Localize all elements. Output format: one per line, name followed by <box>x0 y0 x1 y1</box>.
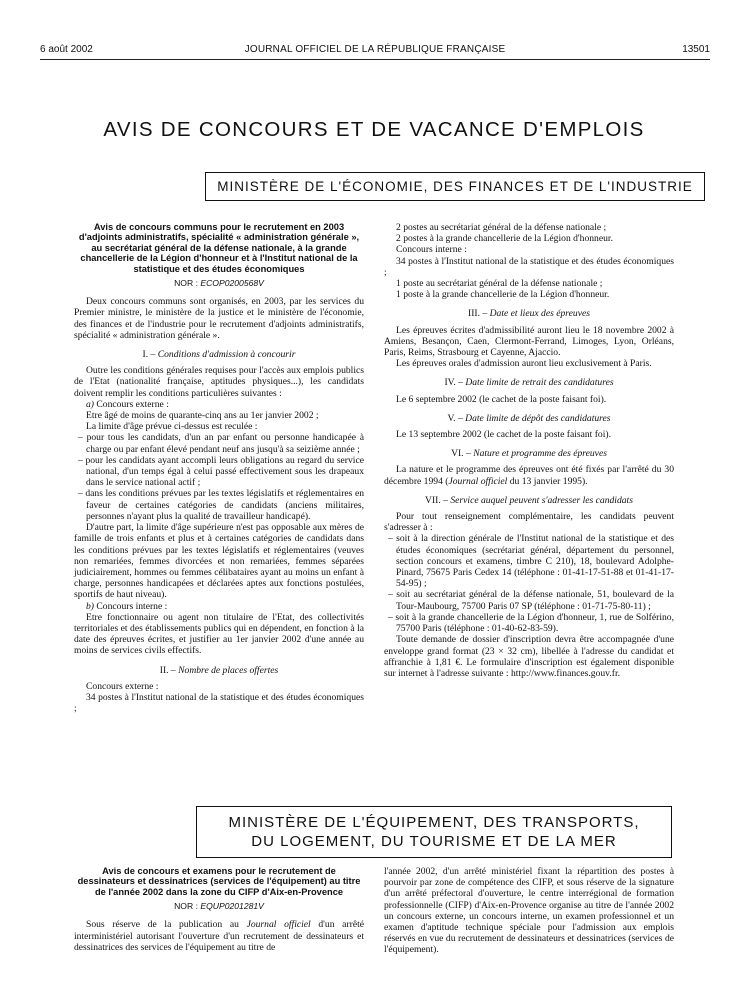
section-6-heading <box>384 448 674 459</box>
journal-reference: Journal officiel <box>448 475 508 487</box>
section-number: III. – <box>468 308 488 320</box>
ministry-economy-title: MINISTÈRE DE L'ÉCONOMIE, DES FINANCES ET DE L'INDUSTRIE <box>217 179 693 194</box>
paragraph: l'année 2002, d'un arrêté ministériel fixant la répartition des postes à pourvoir par zone de compétence des CIFP, et sous réserve de la signature d'un arrêté préfectoral d'ouverture, le centre interrégional de formation professionnelle (CIFP) d'Aix-en-Provence organise au titre de l'année 2002 un concours externe, un concours interne, un examen professionnel et un examen d'aptitude technique spéciale pour l'admission aux emplois réservés en vue du recrutement de dessinateurs et dessinatrices (services de l'équipement). <box>384 866 674 956</box>
notice2-title: Avis de concours et examens pour le recrutement de dessinateurs et dessinatrices (services de l'équipement) au titre de l'année 2002 dans la zone du CIFP d'Aix-en-Provence <box>77 866 361 897</box>
subsection-b-heading <box>74 601 364 612</box>
paragraph: Le 6 septembre 2002 (le cachet de la poste faisant foi). <box>396 393 607 405</box>
journal-reference: Journal officiel <box>246 919 311 931</box>
section-title: Date et lieux des épreuves <box>489 308 590 320</box>
section-title: Conditions d'admission à concourir <box>157 349 296 361</box>
section-number: VII. – <box>425 494 448 506</box>
dash-item: – pour les candidats ayant accompli leurs obligations au regard du service national, d'un temps égal à celui passé effectivement sous les drapeaux dans le service national actif ; <box>78 454 364 489</box>
dash-item: – soit à la direction générale de l'Institut national de la statistique et des études économiques (secrétariat général, département du personnel, section concours et examens, timbre C 210), 18, boulevard Adolphe-Pinard, 75675 Paris Cedex 14 (téléphone : 01-41-17-51-88 et 01-41-17-54-95) ; <box>388 533 674 590</box>
paragraph: Concours interne : <box>396 244 467 256</box>
section-number: V. – <box>447 412 463 424</box>
section-2-heading <box>74 665 364 676</box>
paragraph <box>384 464 674 486</box>
dash-item: – dans les conditions prévues par les textes législatifs et réglementaires en faveur de certaines catégories de candidats (anciens militaires, personnes n'ayant plus la qualité de travailleur handicapé). <box>78 488 364 522</box>
notice2-column-left <box>74 866 364 953</box>
notice1-column-right <box>384 222 674 679</box>
notice1-column-left <box>74 222 364 714</box>
nor-label: NOR : <box>174 901 198 912</box>
page-number: 13501 <box>682 44 710 55</box>
section-title: Nature et programme des épreuves <box>473 448 607 460</box>
subsection-label: b) <box>86 600 94 612</box>
section-number: II. – <box>159 664 176 676</box>
header-rule <box>40 59 710 60</box>
section-1-heading <box>74 349 364 360</box>
paragraph: D'autre part, la limite d'âge supérieure n'est pas opposable aux mères de famille de trois enfants et plus et à certaines catégories de candidats dans les conditions prévues par les textes législatifs et réglementaires (veuves non remariées, femmes divorcées et non remariées, femmes séparées judiciairement, hommes ou femmes célibataires ayant au moins un enfant à charge, personnes handicapées et déclarées aptes aux fonctions postulées, sportifs de haut niveau). <box>74 522 364 601</box>
notice1-intro: Deux concours communs sont organisés, en 2003, par les services du Premier ministre, le ministère de la justice et le ministère de l'économie, des finances et de l'industrie pour le recrutement d'adjoints administratifs, spécialité « administration générale ». <box>74 296 364 341</box>
page-header <box>40 44 710 58</box>
main-title: AVIS DE CONCOURS ET DE VACANCE D'EMPLOIS <box>103 118 645 141</box>
text-run: du 13 janvier 1995). <box>507 475 588 487</box>
paragraph: 1 poste au secrétariat général de la défense nationale ; <box>396 278 603 290</box>
notice2-column-right <box>384 866 674 956</box>
paragraph: Les épreuves écrites d'admissibilité auront lieu le 18 novembre 2002 à Amiens, Besançon, Caen, Clermont-Ferrand, Limoges, Lyon, Orléans, Paris, Reims, Strasbourg et Cayenne, Ajaccio. <box>384 324 674 359</box>
ministry-equipment-line1: MINISTÈRE DE L'ÉQUIPEMENT, DES TRANSPORTS, <box>228 814 640 831</box>
notice1-nor <box>74 278 364 289</box>
notice1-title: Avis de concours communs pour le recrutement en 2003 d'adjoints administratifs, spécialité « administration générale », au secrétariat général de la défense nationale, à la grande chancellerie de la Légion d'honneur et à l'Institut national de la statistique et des études économiques <box>78 222 360 274</box>
section-title: Date limite de dépôt des candidatures <box>465 412 611 424</box>
text-run: Sous réserve de la publication au <box>86 919 247 931</box>
paragraph: La limite d'âge prévue ci-dessus est reculée : <box>86 421 258 433</box>
section-title: Nombre de places offertes <box>178 664 279 676</box>
notice2-nor <box>74 901 364 912</box>
issue-date: 6 août 2002 <box>40 44 93 55</box>
ministry-equipment-line2: DU LOGEMENT, DU TOURISME ET DE LA MER <box>251 833 617 850</box>
paragraph: 1 poste à la grande chancellerie de la Légion d'honneur. <box>396 289 610 301</box>
dash-item: – soit au secrétariat général de la défense nationale, 51, boulevard de la Tour-Maubourg, 75700 Paris 07 SP (téléphone : 01-71-75-80-11) ; <box>388 589 674 612</box>
paragraph: Pour tout renseignement complémentaire, les candidats peuvent s'adresser à : <box>384 511 674 534</box>
section-title: Date limite de retrait des candidatures <box>465 377 614 389</box>
dash-item: – soit à la grande chancellerie de la Légion d'honneur, 1, rue de Solférino, 75700 Paris (téléphone : 01-40-62-83-59). <box>388 611 674 635</box>
paragraph: Etre âgé de moins de quarante-cinq ans au 1er janvier 2002 ; <box>86 410 319 422</box>
section-number: IV. – <box>444 377 463 389</box>
paragraph: 2 postes au secrétariat général de la défense nationale ; <box>396 222 607 233</box>
subsection-title: Concours interne : <box>96 600 168 612</box>
subsection-title: Concours externe : <box>96 398 169 410</box>
paragraph: Concours externe : <box>86 680 159 692</box>
paragraph: 34 postes à l'Institut national de la statistique et des études économiques ; <box>74 691 364 715</box>
text-run: d'un arrêté interministériel autorisant l'ouverture d'un recrutement de dessinateurs et dessinatrices des services de l'équipement au titre de <box>74 919 364 953</box>
nor-code: ECOP0200568V <box>200 278 264 289</box>
paragraph: Outre les conditions générales requises pour l'accès aux emplois publics de l'Etat (nationalité française, aptitudes physiques...), les candidats doivent remplir les conditions particulières suivantes : <box>74 365 364 399</box>
paragraph <box>74 919 364 953</box>
section-number: VI. – <box>451 448 471 460</box>
section-7-heading <box>384 495 674 506</box>
nor-code: EQUP0201281V <box>200 901 264 912</box>
subsection-label: a) <box>86 398 94 410</box>
paragraph: 34 postes à l'Institut national de la statistique et des études économiques ; <box>384 255 674 278</box>
section-3-heading <box>384 308 674 319</box>
section-5-heading <box>384 413 674 424</box>
paragraph: Etre fonctionnaire ou agent non titulaire de l'Etat, des collectivités territoriales et des établissements publics qui en dépendent, en fonction à la date des épreuves écrites, et justifier au 1er janvier 2002 d'une année au moins de services civils effectifs. <box>74 611 364 657</box>
text-run: La nature et le programme des épreuves ont été fixés par l'arrêté du 30 décembre 1994 ( <box>384 464 674 487</box>
ministry-economy-box <box>205 172 705 201</box>
dash-item: – pour tous les candidats, d'un an par enfant ou personne handicapée à charge ou par enfant élevé pendant neuf ans jusqu'à sa seizième année ; <box>78 432 364 455</box>
paragraph: Toute demande de dossier d'inscription devra être accompagnée d'une enveloppe grand format (23 × 32 cm), libellée à l'adresse du candidat et affranchie à 1,81 €. Le formulaire d'inscription est également disponible sur internet à l'adresse suivante : http://www.finances.gouv.fr. <box>384 634 674 679</box>
nor-label: NOR : <box>174 278 198 289</box>
ministry-equipment-box <box>196 806 672 858</box>
section-number: I. – <box>142 349 156 361</box>
paragraph: Les épreuves orales d'admission auront lieu exclusivement à Paris. <box>396 358 652 370</box>
paragraph: Le 13 septembre 2002 (le cachet de la poste faisant foi). <box>396 429 611 441</box>
section-title: Service auquel peuvent s'adresser les candidats <box>450 494 633 506</box>
paragraph: 2 postes à la grande chancellerie de la Légion d'honneur. <box>396 233 613 245</box>
subsection-a-heading <box>74 399 364 410</box>
journal-name: JOURNAL OFFICIEL DE LA RÉPUBLIQUE FRANÇAISE <box>244 44 506 55</box>
section-4-heading <box>384 377 674 388</box>
